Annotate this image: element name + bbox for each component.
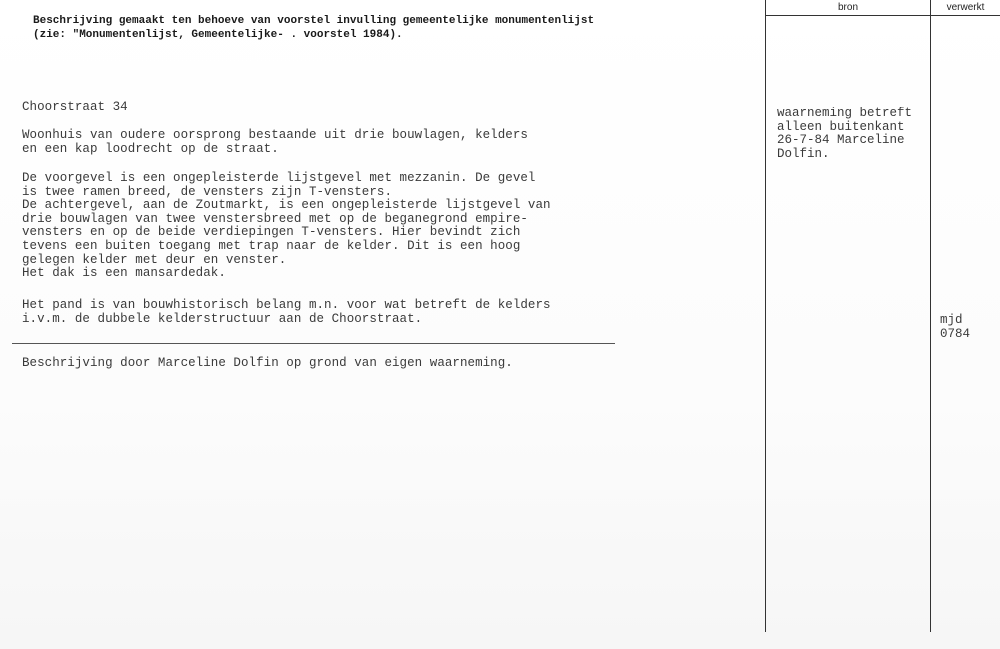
paragraph-2-line: is twee ramen breed, de vensters zijn T-vensters.	[22, 184, 393, 199]
address-heading	[22, 101, 642, 115]
author-line: Beschrijving door Marceline Dolfin op grond van eigen waarneming.	[22, 356, 513, 370]
address-text: Choorstraat 34	[22, 100, 128, 114]
paragraph-2-line: De voorgevel is een ongepleisterde lijstgevel met mezzanin. De gevel	[22, 171, 536, 185]
bron-line: Dolfin.	[777, 146, 830, 161]
paragraph-2	[22, 172, 642, 281]
paragraph-3-line: i.v.m. de dubbele kelderstructuur aan de Choorstraat.	[22, 311, 423, 326]
bron-line: waarneming betreft	[777, 107, 913, 120]
bron-column-header: bron	[837, 2, 858, 13]
verwerkt-column-header: verwerkt	[946, 2, 985, 13]
bron-line: alleen buitenkant	[777, 119, 905, 134]
paragraph-2-line: drie bouwlagen van twee venstersbreed met op de beganegrond empire-	[22, 211, 528, 226]
column-header-rule	[765, 15, 1000, 16]
bron-line: 26-7-84 Marceline	[777, 133, 905, 148]
bron-column-divider	[765, 0, 766, 632]
header-note-line-2: (zie: "Monumentenlijst, Gemeentelijke- . voorstel 1984).	[33, 29, 403, 41]
verwerkt-column-divider	[930, 0, 931, 632]
paragraph-1	[22, 129, 642, 156]
verwerkt-line: 0784	[940, 326, 971, 341]
paragraph-1-line: en een kap loodrecht op de straat.	[22, 141, 279, 156]
paragraph-2-line: gelegen kelder met deur en venster.	[22, 252, 287, 267]
paragraph-3-line: Het pand is van bouwhistorisch belang m.n. voor wat betreft de kelders	[22, 298, 551, 312]
bron-source-note	[777, 107, 929, 161]
paragraph-2-line: tevens een buiten toegang met trap naar de kelder. Dit is een hoog	[22, 238, 521, 253]
author-note	[22, 357, 642, 371]
verwerkt-line: mjd	[940, 313, 963, 327]
paragraph-1-line: Woonhuis van oudere oorsprong bestaande uit drie bouwlagen, kelders	[22, 128, 528, 142]
section-divider	[12, 343, 615, 344]
paragraph-2-line: vensters en op de beide verdiepingen T-vensters. Hier bevindt zich	[22, 225, 521, 240]
paragraph-2-line: Het dak is een mansardedak.	[22, 266, 226, 281]
paragraph-2-line: De achtergevel, aan de Zoutmarkt, is een ongepleisterde lijstgevel van	[22, 198, 551, 213]
header-note	[33, 14, 673, 42]
header-note-line-1: Beschrijving gemaakt ten behoeve van voorstel invulling gemeentelijke monumentenlijst	[33, 15, 595, 27]
paragraph-3	[22, 299, 642, 326]
verwerkt-note	[940, 314, 998, 341]
